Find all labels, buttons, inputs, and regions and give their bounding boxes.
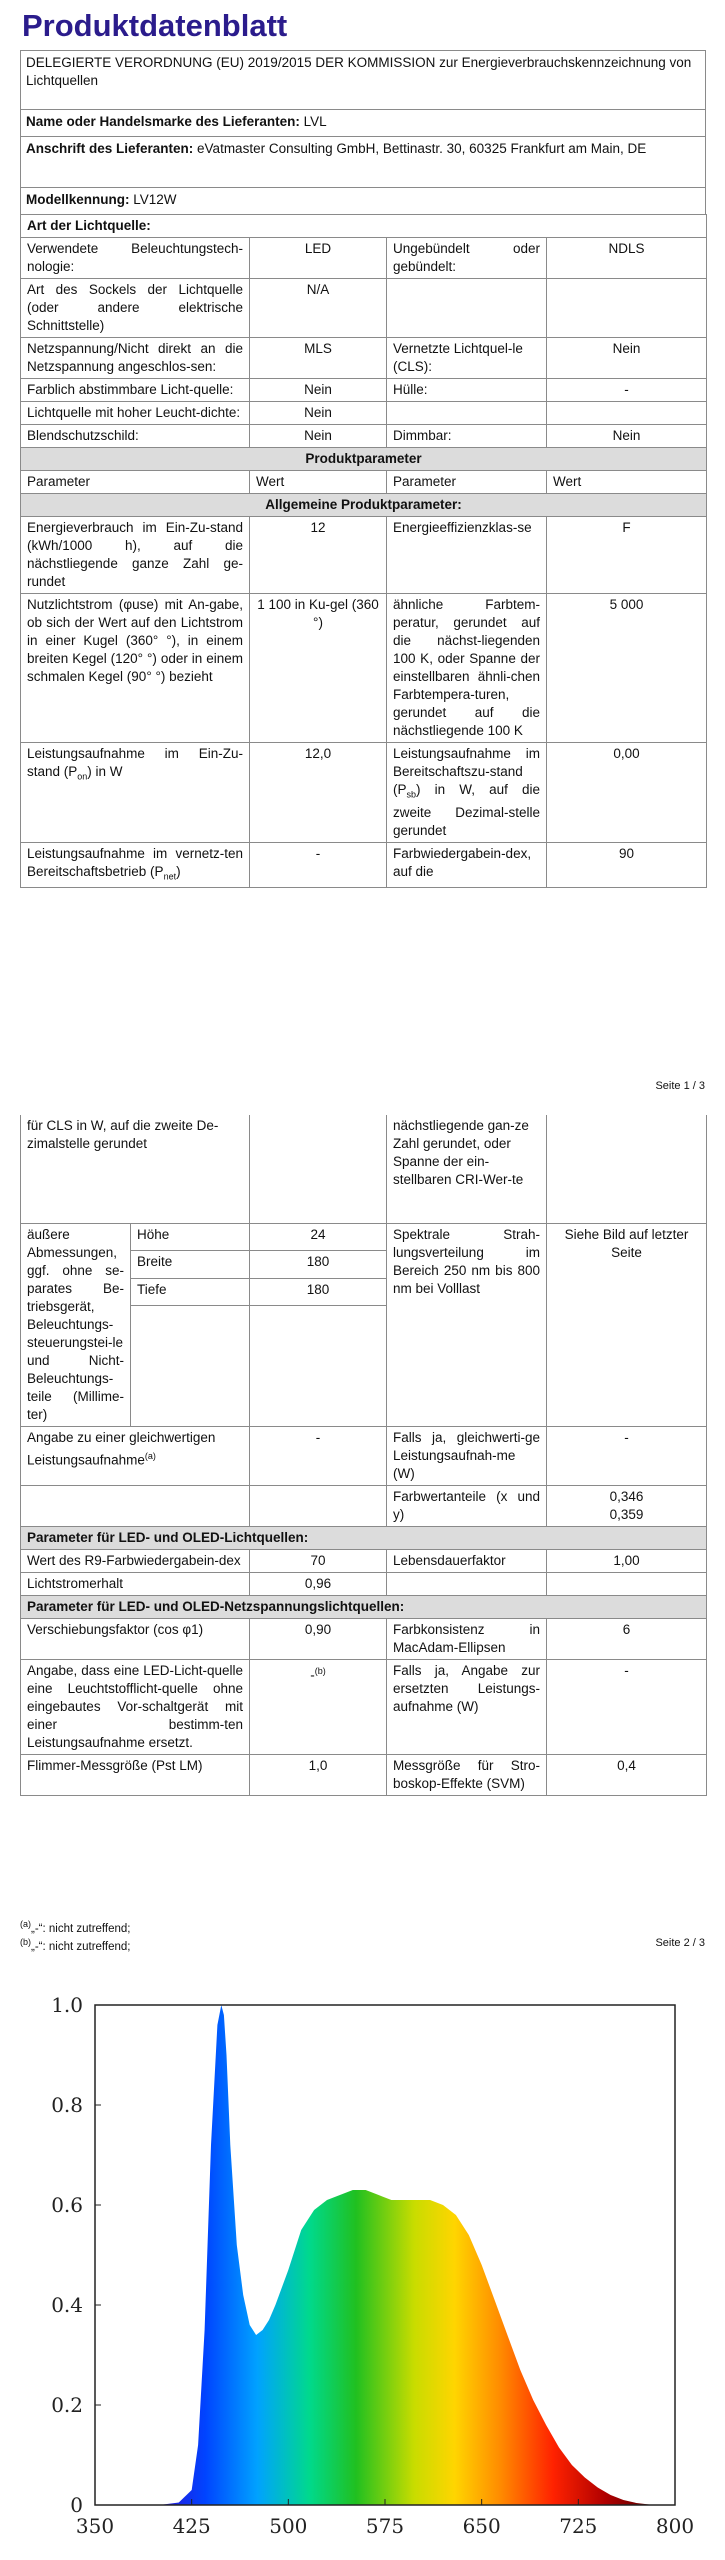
page-title: Produktdatenblatt	[22, 8, 288, 43]
table-row	[21, 1754, 707, 1795]
row-value: 0,346 0,359	[547, 1485, 707, 1526]
row-value	[547, 279, 707, 338]
row-label: Lebensdauerfaktor	[387, 1549, 547, 1572]
row-value: 12,0	[250, 743, 387, 843]
spectrum-chart	[0, 1960, 725, 2560]
row-label	[387, 279, 547, 338]
row-label	[21, 1485, 250, 1526]
table-row	[21, 379, 707, 402]
row-value: 0,96	[250, 1572, 387, 1595]
table-row	[21, 1485, 707, 1526]
row-value: -	[547, 1426, 707, 1485]
y-tick-label: 0.6	[51, 2193, 83, 2217]
row-value: -	[547, 1659, 707, 1754]
row-value	[547, 1115, 707, 1223]
row-value: 70	[250, 1549, 387, 1572]
row-label: Flimmer-Messgröße (Pst LM)	[21, 1754, 250, 1795]
row-label: Hülle:	[387, 379, 547, 402]
x-tick-label: 425	[172, 2514, 211, 2538]
table-row	[21, 743, 707, 843]
x-tick-label: 800	[655, 2514, 695, 2538]
dimension-name: Breite	[131, 1251, 250, 1279]
row-value: 5 000	[547, 594, 707, 743]
row-value: 1 100 in Ku-gel (360 °)	[250, 594, 387, 743]
type-header: Art der Lichtquelle:	[21, 215, 707, 238]
row-value: 0,4	[547, 1754, 707, 1795]
row-value: Nein	[547, 338, 707, 379]
table-row	[21, 842, 707, 888]
table-row	[21, 279, 707, 338]
dimension-value: 24	[250, 1223, 387, 1251]
row-label: Verwendete Beleuchtungstech-nologie:	[21, 238, 250, 279]
footnote-a: $^{(a)}$„-“: nicht zutreffend;	[20, 1919, 131, 1935]
row-value: 0,00	[547, 743, 707, 843]
y-tick-label: 1.0	[51, 1993, 83, 2017]
spectral-value: Siehe Bild auf letzter Seite	[547, 1223, 707, 1426]
x-tick-label: 500	[269, 2514, 308, 2538]
row-value: Nein	[250, 402, 387, 425]
row-label: Farbkonsistenz in MacAdam-Ellipsen	[387, 1618, 547, 1659]
row-label: Nutzlichtstrom (φuse) mit An-gabe, ob sich der Wert auf den Lichtstrom in einer Kugel (360° °), in einem breiten Kegel (120° °) oder in einem schmalen Kegel (90° °) bezieht	[21, 594, 250, 743]
dimension-name: Höhe	[131, 1223, 250, 1251]
row-value: 1,0	[250, 1754, 387, 1795]
row-label: Leistungsaufnahme im Ein-Zu-stand $(P_{on})$ in W	[21, 743, 250, 843]
row-label: Leistungsaufnahme im vernetz-ten Bereitschaftsbetrieb $(P_{net})$	[21, 842, 250, 888]
row-value: 1,00	[547, 1549, 707, 1572]
general-params-header: Allgemeine Produktparameter:	[21, 494, 707, 517]
y-tick-label: 0.2	[51, 2393, 83, 2417]
x-tick-label: 575	[365, 2514, 405, 2538]
row-label: Falls ja, gleichwerti-ge Leistungsaufnah-me (W)	[387, 1426, 547, 1485]
table-row	[21, 1659, 707, 1754]
row-label: Energieeffizienzklas-se	[387, 517, 547, 594]
table-row	[21, 238, 707, 279]
spectral-label: Spektrale Strah-lungsverteilung im Bereich 250 nm bis 800 nm bei Volllast	[387, 1223, 547, 1426]
row-label: Wert des R9-Farbwiedergabein-dex	[21, 1549, 250, 1572]
y-tick-label: 0.8	[51, 2093, 83, 2117]
col-header-parameter: Parameter	[21, 471, 250, 494]
row-value: -$^{(b)}$	[250, 1659, 387, 1754]
row-value: 0,90	[250, 1618, 387, 1659]
row-value: 6	[547, 1618, 707, 1659]
row-label	[387, 1572, 547, 1595]
page-2	[0, 1115, 725, 1953]
x-tick-label: 350	[75, 2514, 115, 2538]
row-label: Verschiebungsfaktor (cos φ1)	[21, 1618, 250, 1659]
product-params-header: Produktparameter	[21, 448, 707, 471]
row-label: Blendschutzschild:	[21, 425, 250, 448]
col-header-value: Wert	[250, 471, 387, 494]
model-value: LV12W	[133, 192, 177, 207]
row-label: Farbwertanteile (x und y)	[387, 1485, 547, 1526]
led-params-header: Parameter für LED- und OLED-Lichtquellen:	[21, 1526, 707, 1549]
row-value: Nein	[547, 425, 707, 448]
regulation-text: DELEGIERTE VERORDNUNG (EU) 2019/2015 DER KOMMISSION zur Energieverbrauchskennzeichnung von Lichtquellen	[26, 55, 692, 88]
supplier-address-box	[20, 136, 706, 188]
table-row	[21, 402, 707, 425]
row-label: Lichtquelle mit hoher Leucht-dichte:	[21, 402, 250, 425]
supplier-name-box	[20, 109, 706, 137]
table-row	[21, 1223, 707, 1251]
row-value: Nein	[250, 425, 387, 448]
mains-params-header: Parameter für LED- und OLED-Netzspannungslichtquellen:	[21, 1595, 707, 1618]
table-row	[21, 425, 707, 448]
table-row	[21, 594, 707, 743]
row-value	[250, 1485, 387, 1526]
row-label: Angabe zu einer gleichwertigen Leistungsaufnahme$^{(a)}$	[21, 1426, 250, 1485]
row-label: Falls ja, Angabe zur ersetzten Leistungs-aufnahme (W)	[387, 1659, 547, 1754]
row-label: Angabe, dass eine LED-Licht-quelle eine Leuchtstofflicht-quelle ohne eingebautes Vor-schaltgerät mit einer bestimm-ten Leistungsaufnahme ersetzt.	[21, 1659, 250, 1754]
row-value: 90	[547, 842, 707, 888]
row-label: Vernetzte Lichtquel-le (CLS):	[387, 338, 547, 379]
row-label: für CLS in W, auf die zweite De-zimalstelle gerundet	[21, 1115, 250, 1223]
table-row	[21, 1549, 707, 1572]
address-value: eVatmaster Consulting GmbH, Bettinastr. 30, 60325 Frankfurt am Main, DE	[197, 141, 647, 156]
row-value: -	[250, 1426, 387, 1485]
row-value	[547, 1572, 707, 1595]
row-label: Art des Sockels der Lichtquelle (oder andere elektrische Schnittstelle)	[21, 279, 250, 338]
table-row	[21, 1618, 707, 1659]
model-box	[20, 187, 706, 215]
table-row	[21, 338, 707, 379]
row-label	[387, 402, 547, 425]
dimension-spacer	[131, 1306, 250, 1426]
supplier-name-label: Name oder Handelsmarke des Lieferanten:	[26, 114, 300, 129]
row-label: ähnliche Farbtem-peratur, gerundet auf die nächst-liegenden 100 K, oder Spanne der einstellbaren ähnli-chen Farbtempera-turen, gerundet auf die nächstliegende 100 K	[387, 594, 547, 743]
row-label: Netzspannung/Nicht direkt an die Netzspannung angeschlos-sen:	[21, 338, 250, 379]
y-tick-label: 0	[70, 2493, 83, 2517]
x-tick-label: 725	[559, 2514, 598, 2538]
col-header-value: Wert	[547, 471, 707, 494]
supplier-name-value: LVL	[303, 114, 327, 129]
row-label: Messgröße für Stro-boskop-Effekte (SVM)	[387, 1754, 547, 1795]
model-label: Modellkennung:	[26, 192, 130, 207]
spectrum-area	[95, 2005, 662, 2505]
row-label: Ungebündelt oder gebündelt:	[387, 238, 547, 279]
page-number: Seite 1 / 3	[655, 1080, 705, 1092]
table-row	[21, 1572, 707, 1595]
page-3-spectrum-chart	[0, 1960, 725, 2560]
row-value: F	[547, 517, 707, 594]
row-value: MLS	[250, 338, 387, 379]
footnote-b: $^{(b)}$„-“: nicht zutreffend;	[20, 1937, 131, 1953]
row-value: -	[250, 842, 387, 888]
row-value: N/A	[250, 279, 387, 338]
dimension-spacer	[250, 1306, 387, 1426]
row-label: Dimmbar:	[387, 425, 547, 448]
page-1	[0, 0, 725, 1098]
row-value: NDLS	[547, 238, 707, 279]
row-label: Leistungsaufnahme im Bereitschaftszu-stand $(P_{sb})$ in W, auf die zweite Dezimal-stelle gerundet	[387, 743, 547, 843]
y-tick-label: 0.4	[51, 2293, 83, 2317]
product-params-table-continued	[20, 1115, 707, 1796]
page-number: Seite 2 / 3	[655, 1937, 705, 1949]
row-value: 12	[250, 517, 387, 594]
row-value	[250, 1115, 387, 1223]
x-tick-label: 650	[462, 2514, 501, 2538]
dimensions-label: äußere Abmessungen, ggf. ohne se-parates Be-triebsgerät, Beleuchtungs-steuerungstei-le und Nicht-Beleuchtungs-teile (Millime-ter)	[21, 1223, 131, 1426]
row-label: Farblich abstimmbare Licht-quelle:	[21, 379, 250, 402]
row-value: Nein	[250, 379, 387, 402]
col-header-parameter: Parameter	[387, 471, 547, 494]
dimension-name: Tiefe	[131, 1278, 250, 1306]
row-label: Lichtstromerhalt	[21, 1572, 250, 1595]
table-row	[21, 517, 707, 594]
row-value: -	[547, 379, 707, 402]
table-row	[21, 1115, 707, 1223]
row-value	[547, 402, 707, 425]
dimension-value: 180	[250, 1278, 387, 1306]
dimension-value: 180	[250, 1251, 387, 1279]
row-value: LED	[250, 238, 387, 279]
table-row	[21, 1426, 707, 1485]
row-label: Energieverbrauch im Ein-Zu-stand (kWh/1000 h), auf die nächstliegende ganze Zahl ge-rundet	[21, 517, 250, 594]
row-label: Farbwiedergabein-dex, auf die	[387, 842, 547, 888]
address-label: Anschrift des Lieferanten:	[26, 141, 194, 156]
light-source-type-table	[20, 214, 707, 888]
regulation-box	[20, 50, 706, 110]
row-label: nächstliegende gan-ze Zahl gerundet, oder Spanne der ein-stellbaren CRI-Wer-te	[387, 1115, 547, 1223]
